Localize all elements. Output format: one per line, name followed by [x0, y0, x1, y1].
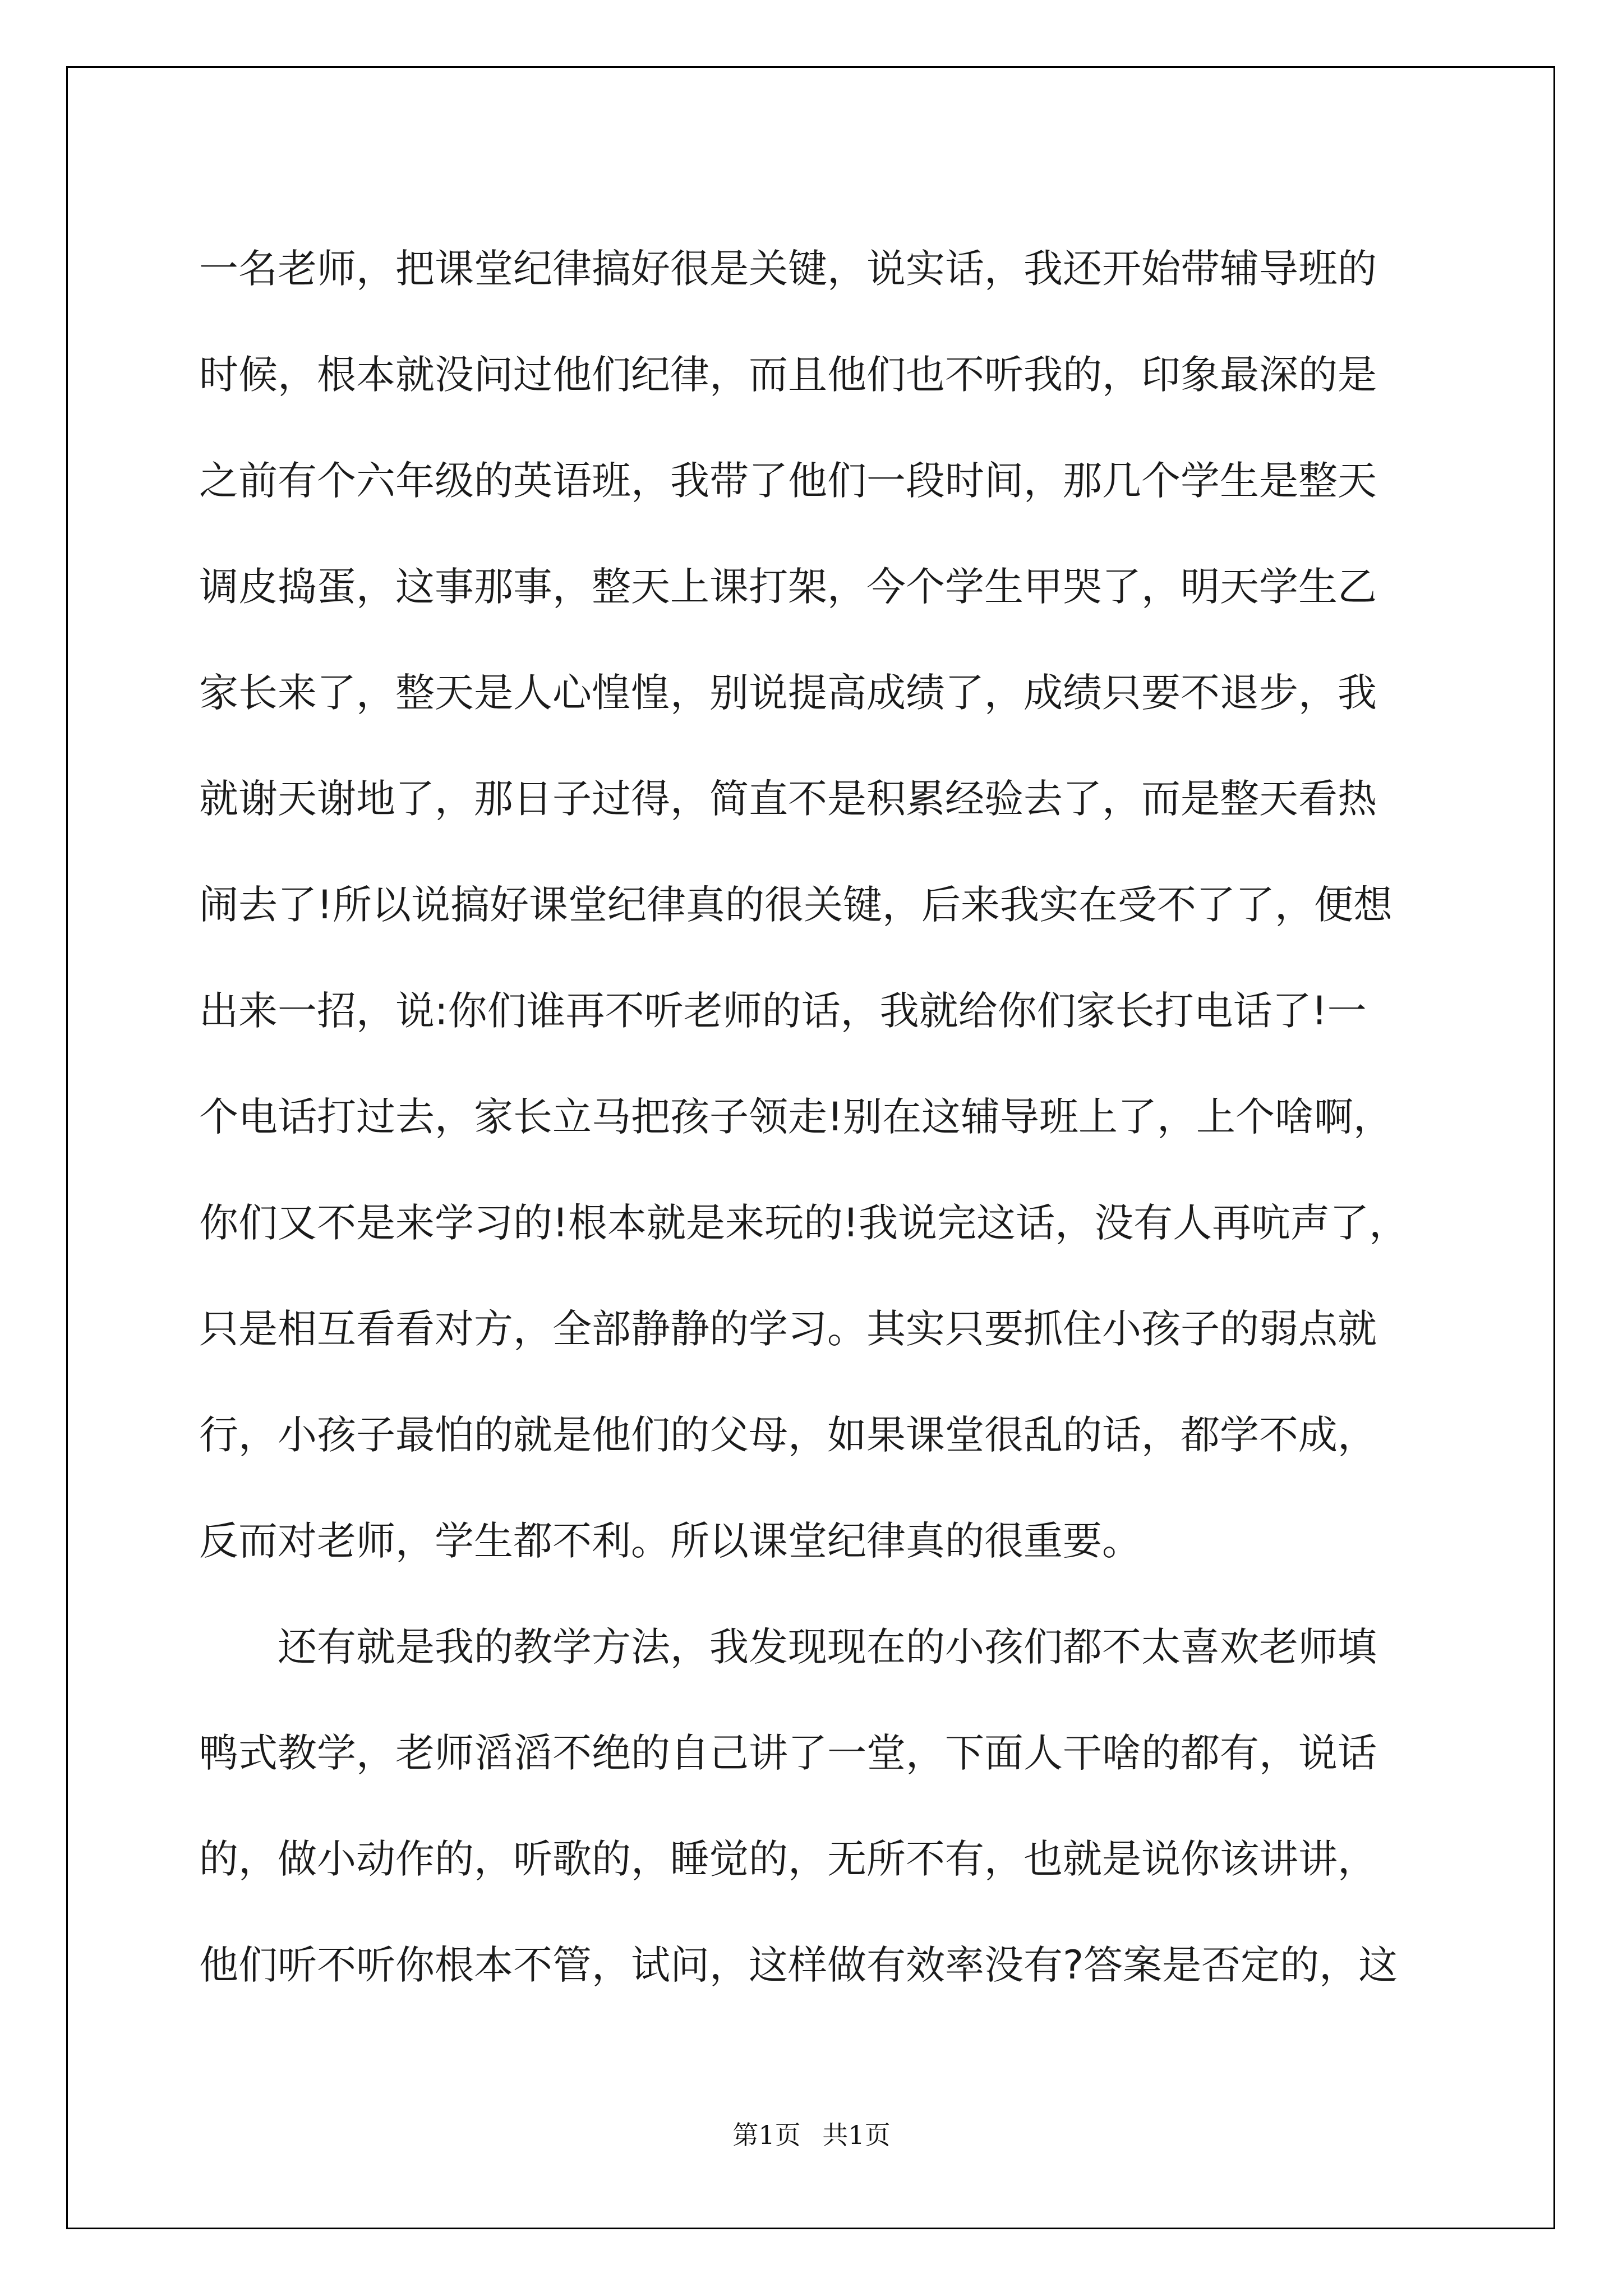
text-line: 出来一招，说:你们谁再不听老师的话，我就给你们家长打电话了!一: [199, 988, 1367, 1034]
text-line: 反而对老师，学生都不利。所以课堂纪律真的很重要。: [199, 1518, 1141, 1564]
page-total: 共1页: [822, 2120, 891, 2150]
text-line: 的，做小动作的，听歌的，睡觉的，无所不有，也就是说你该讲讲，: [199, 1836, 1377, 1882]
document-body: [199, 216, 1433, 2018]
text-line: 鸭式教学，老师滔滔不绝的自己讲了一堂，下面人干啥的都有，说话: [199, 1730, 1377, 1776]
text-line: 他们听不听你根本不管，试问，这样做有效率没有?答案是否定的，这: [199, 1942, 1398, 1988]
text-line: 个电话打过去，家长立马把孩子领走!别在这辅导班上了，上个啥啊，: [199, 1094, 1393, 1140]
text-line: 调皮捣蛋，这事那事，整天上课打架，今个学生甲哭了，明天学生乙: [199, 564, 1377, 610]
text-line: 时候，根本就没问过他们纪律，而且他们也不听我的，印象最深的是: [199, 352, 1377, 398]
text-line: 还有就是我的教学方法，我发现现在的小孩们都不太喜欢老师填: [199, 1624, 1377, 1670]
text-line: 之前有个六年级的英语班，我带了他们一段时间，那几个学生是整天: [199, 458, 1377, 504]
text-line: 闹去了!所以说搞好课堂纪律真的很关键，后来我实在受不了了，便想: [199, 882, 1393, 928]
page-footer: [0, 2115, 1623, 2152]
text-line: 只是相互看看对方，全部静静的学习。其实只要抓住小孩子的弱点就: [199, 1306, 1377, 1352]
text-line: 行，小孩子最怕的就是他们的父母，如果课堂很乱的话，都学不成，: [199, 1412, 1377, 1458]
text-line: 就谢天谢地了，那日子过得，简直不是积累经验去了，而是整天看热: [199, 776, 1377, 822]
text-line: 家长来了，整天是人心惶惶，别说提高成绩了，成绩只要不退步，我: [199, 670, 1377, 716]
text-line: 你们又不是来学习的!根本就是来玩的!我说完这话，没有人再吭声了，: [199, 1200, 1409, 1246]
page-number: 第1页: [732, 2120, 801, 2150]
text-line: 一名老师，把课堂纪律搞好很是关键，说实话，我还开始带辅导班的: [199, 246, 1377, 292]
